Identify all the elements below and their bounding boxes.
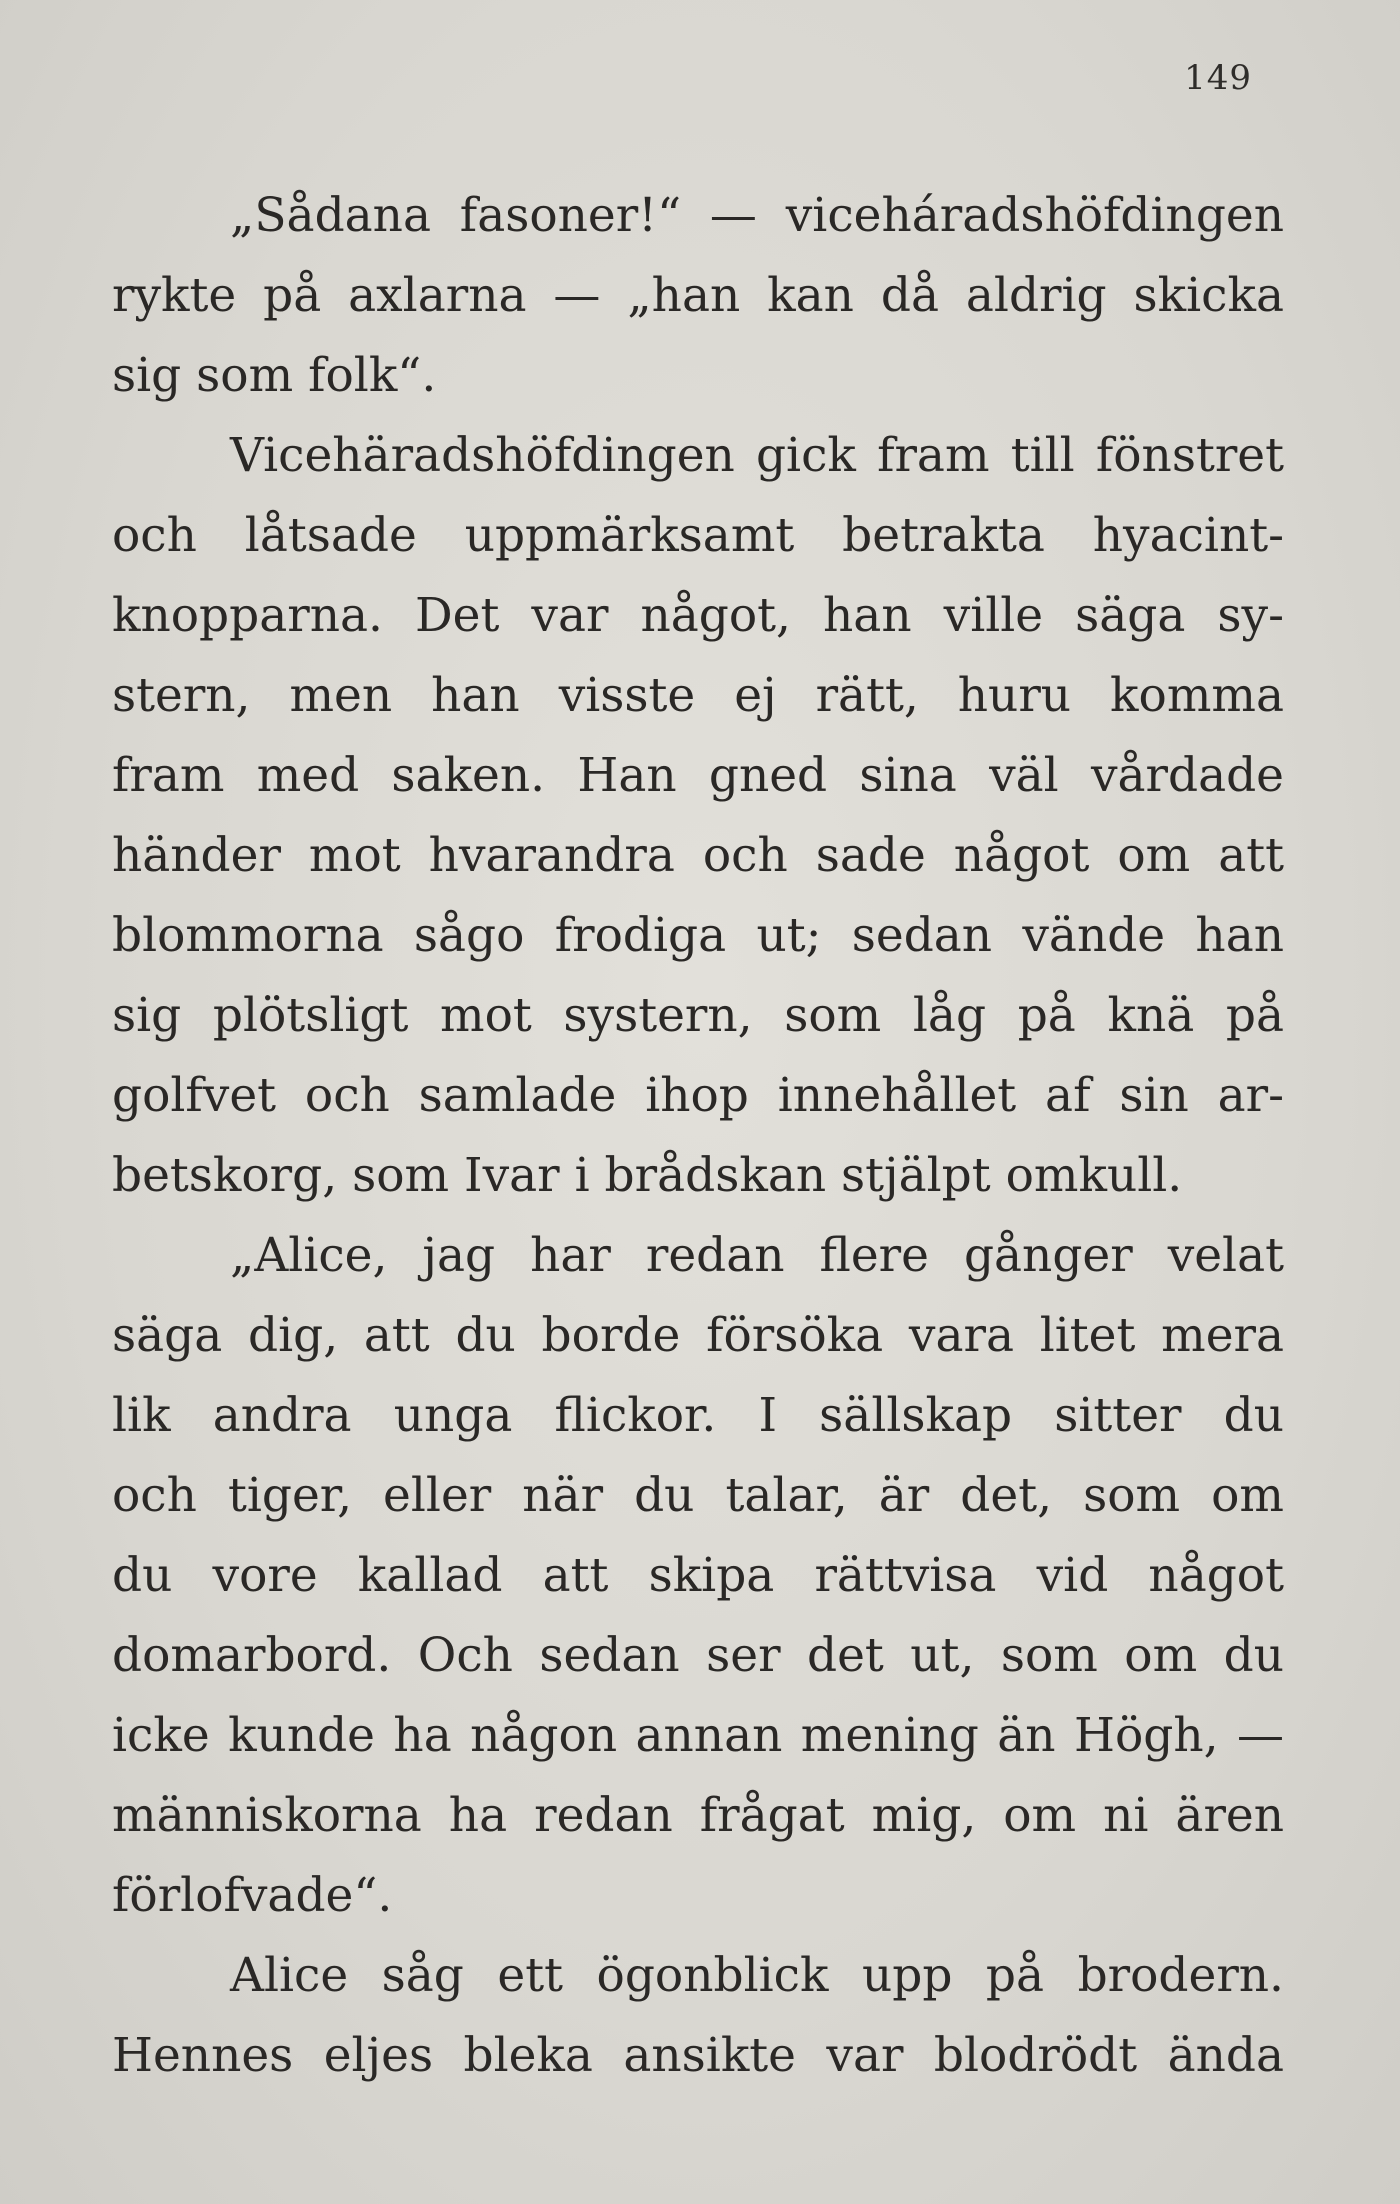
text-line: sig plötsligt mot systern, som låg på knä på xyxy=(112,988,1284,1043)
text-line: Alice såg ett ögonblick upp på brodern. xyxy=(230,1948,1284,2003)
text-line: stern, men han visste ej rätt, huru komma xyxy=(112,668,1284,723)
text-line: fram med saken. Han gned sina väl vårdade xyxy=(112,748,1284,803)
text-line: „Alice, jag har redan flere gånger velat xyxy=(230,1228,1284,1283)
text-line: säga dig, att du borde försöka vara litet mera xyxy=(112,1308,1284,1363)
text-line: människorna ha redan frågat mig, om ni ären xyxy=(112,1788,1284,1843)
text-line: förlofvade“. xyxy=(112,1868,393,1923)
text-line: icke kunde ha någon annan mening än Högh, — xyxy=(112,1708,1284,1763)
text-line: „Sådana fasoner!“ — viceháradshöfdingen xyxy=(230,188,1284,243)
text-line: och låtsade uppmärksamt betrakta hyacint- xyxy=(112,508,1284,563)
text-line: domarbord. Och sedan ser det ut, som om du xyxy=(112,1628,1284,1683)
text-line: blommorna sågo frodiga ut; sedan vände han xyxy=(112,908,1284,963)
text-line: sig som folk“. xyxy=(112,348,437,403)
page-number: 149 xyxy=(1184,58,1252,98)
text-line: händer mot hvarandra och sade något om att xyxy=(112,828,1284,883)
text-line: rykte på axlarna — „han kan då aldrig skicka xyxy=(112,268,1284,323)
text-line: Vicehäradshöfdingen gick fram till fönstret xyxy=(230,428,1284,483)
text-line: Hennes eljes bleka ansikte var blodrödt ända xyxy=(112,2028,1284,2083)
body-text xyxy=(112,176,1284,2096)
text-line: betskorg, som Ivar i brådskan stjälpt omkull. xyxy=(112,1148,1183,1203)
text-line: du vore kallad att skipa rättvisa vid något xyxy=(112,1548,1284,1603)
text-line: golfvet och samlade ihop innehållet af sin ar- xyxy=(112,1068,1284,1123)
text-line: lik andra unga flickor. I sällskap sitter du xyxy=(112,1388,1284,1443)
text-line: knopparna. Det var något, han ville säga sy- xyxy=(112,588,1284,643)
text-line: och tiger, eller när du talar, är det, som om xyxy=(112,1468,1284,1523)
